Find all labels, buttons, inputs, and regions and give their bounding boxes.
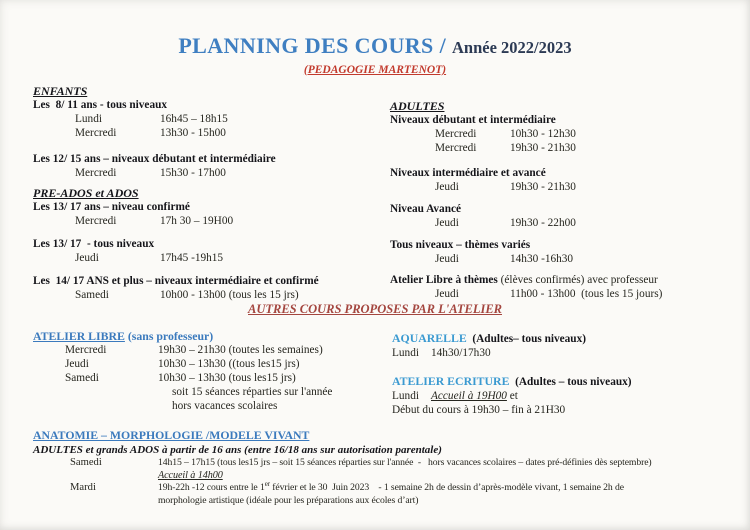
day-label: Mardi [70,482,96,493]
section-adultes [390,99,745,301]
course-group [390,166,745,194]
schedule-row [33,479,739,495]
schedule-row [390,216,745,230]
time-label: 10h30 – 13h30 (tous les15 jrs) [158,372,296,384]
schedule-row [390,252,745,266]
day-label: Jeudi [435,288,459,300]
day-label: Jeudi [65,358,89,370]
day-label: Mercredi [65,344,107,356]
course-group-title: Les 8/ 11 ans - tous niveaux [33,99,168,111]
day-label: Samedi [65,372,99,384]
schedule-row [33,126,383,140]
course-group [33,237,383,265]
day-label: Jeudi [435,181,459,193]
time-label: 14h30 -16h30 [510,253,574,265]
day-label: Mercredi [75,215,117,227]
day-label: Jeudi [75,252,99,264]
course-group-title: Atelier Libre à thèmes (élèves confirmés) avec professeur [390,274,658,286]
section-enfants [33,84,383,302]
section-aquarelle-ecriture [392,331,742,417]
note-line: soit 15 séances réparties sur l'année [172,386,333,398]
course-group-title: Niveau Avancé [390,203,462,215]
aquarelle-schedule [392,346,742,360]
time-label: 19h30 - 21h30 [510,142,576,154]
time-label: 19h30 – 21h30 (toutes les semaines) [158,344,323,356]
schedule-row [33,251,383,265]
course-group [33,152,383,180]
superscript-er: er [264,479,270,488]
course-group [390,273,745,301]
schedule-row [390,180,745,194]
anatomie-title: ANATOMIE – MORPHOLOGIE /MODELE VIVANT [33,428,310,442]
time-label: 10h00 - 13h00 (tous les 15 jrs) [160,289,299,301]
time-label: 17h 30 – 19H00 [160,215,234,227]
day-spacer [70,470,158,483]
day-spacer [70,495,158,508]
day-label: Jeudi [435,217,459,229]
title-main: PLANNING DES COURS / [178,33,453,58]
time-label: 11h00 - 13h00 (tous les 15 jours) [510,288,663,300]
atelier-libre-title: ATELIER LIBRE (sans professeur) [33,329,214,343]
description-line: morphologie artistique (idéale pour les préparations aux écoles d’art) [158,494,419,506]
accueil-note: Accueil à 14h00 [158,469,223,481]
day-label: Jeudi [435,253,459,265]
course-group-title: Niveaux intermédiaire et avancé [390,167,546,179]
page-subtitle: (PEDAGOGIE MARTENOT) [303,64,447,76]
ecriture-schedule-line2: Début du cours à 19h30 – fin à 21H30 [392,404,566,416]
time-label: 19h30 - 22h00 [510,217,576,229]
day-label: Mercredi [75,127,117,139]
day-label: Samedi [70,457,102,468]
schedule-row [33,357,383,371]
time-label: 15h30 - 17h00 [160,167,226,179]
accueil-row [33,470,739,483]
day-label: Mercredi [75,167,117,179]
time-label: 10h30 – 13h30 ((tous les15 jrs) [158,358,300,370]
schedule-row [33,166,383,180]
schedule-row [33,214,383,228]
accueil-note: Accueil à 19H00 [431,390,507,402]
schedule-row [390,141,745,155]
time-label: 19h30 - 21h30 [510,181,576,193]
schedule-row [33,288,383,302]
ecriture-schedule-line1: Lundi Accueil à 19H00 et [392,390,518,402]
day-label: Mercredi [435,142,477,154]
anatomie-subtitle: ADULTES et grands ADOS à partir de 16 ans (entre 16/18 ans sur autorisation parentale) [33,444,442,456]
course-group-title: Les 13/ 17 - tous niveaux [33,238,155,250]
schedule-row [33,457,739,470]
section-anatomie [33,428,739,507]
course-group [390,238,745,266]
autres-cours-heading: AUTRES COURS PROPOSES PAR L'ATELIER [248,302,502,316]
course-group [33,200,383,228]
page-title [0,33,750,62]
preados-header: PRE-ADOS et ADOS [33,186,139,200]
course-group-title: Les 13/ 17 ans – niveau confirmé [33,201,190,213]
time-label: 14h30/17h30 [431,347,491,359]
note-line: hors vacances scolaires [172,400,278,412]
ecriture-title: ATELIER ECRITURE (Adultes – tous niveaux) [392,374,632,388]
day-label: Lundi [392,390,419,402]
course-group [33,274,383,302]
course-group-title: Les 14/ 17 ANS et plus – niveaux intermédiaire et confirmé [33,275,319,287]
time-label: 14h15 – 17h15 (tous les15 jrs – soit 15 séances réparties sur l'année - hors vacances scolaires – dates pré-définies dès septembre) [158,457,652,468]
enfants-header: ENFANTS [33,84,88,98]
course-group [33,98,383,140]
schedule-row-continuation [33,495,739,508]
schedule-row [390,287,745,301]
time-label: 10h30 - 12h30 [510,128,576,140]
time-label: 16h45 – 18h15 [160,113,228,125]
day-label: Lundi [392,347,419,359]
course-group [390,113,745,155]
time-label: 17h45 -19h15 [160,252,224,264]
day-label: Mercredi [435,128,477,140]
title-year: Année 2022/2023 [452,38,572,57]
schedule-row [33,343,383,357]
section-atelier-libre [33,329,383,413]
time-label: 13h30 - 15h00 [160,127,226,139]
day-label: Samedi [75,289,109,301]
course-group-title: Niveaux débutant et intermédiaire [390,114,556,126]
schedule-row [33,371,383,385]
course-group-title: Tous niveaux – thèmes variés [390,239,531,251]
schedule-row [33,112,383,126]
time-label: 19h-22h -12 cours entre le 1er février et le 30 Juin 2023 - 1 semaine 2h de dessin d’après-modèle vivant, 1 semaine 2h de [158,479,624,493]
course-group [390,202,745,230]
schedule-row [390,127,745,141]
day-label: Lundi [75,113,102,125]
course-group-title: Les 12/ 15 ans – niveaux débutant et intermédiaire [33,153,276,165]
aquarelle-title: AQUARELLE (Adultes– tous niveaux) [392,331,586,345]
adultes-header: ADULTES [390,99,445,113]
